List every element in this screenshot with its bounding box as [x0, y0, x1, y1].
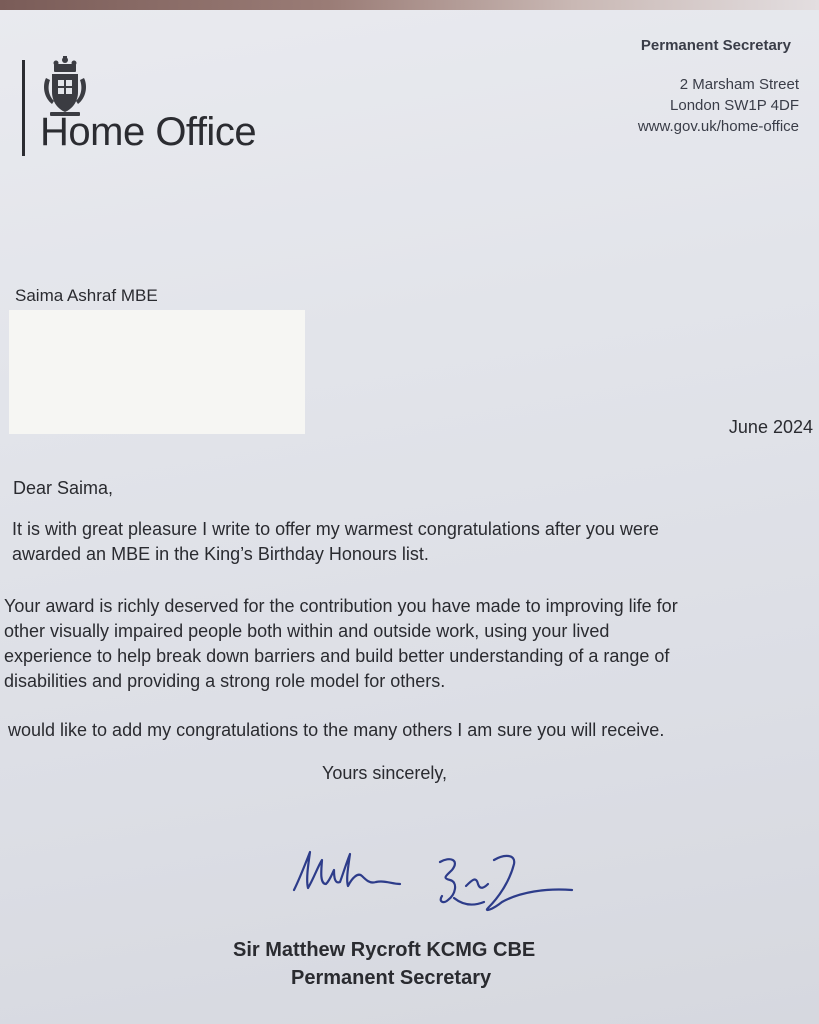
paragraph-line: It is with great pleasure I write to offer my warmest congratulations after you were	[12, 519, 659, 539]
paragraph-line: Your award is richly deserved for the contribution you have made to improving life for	[4, 596, 678, 616]
sender-role: Permanent Secretary	[640, 37, 791, 54]
paragraph-3	[8, 718, 819, 743]
address-line-website: www.gov.uk/home-office	[637, 118, 799, 135]
signer-title: Permanent Secretary	[291, 967, 492, 989]
paragraph-line: other visually impaired people both within and outside work, using your lived	[4, 621, 610, 641]
closing: Yours sincerely,	[322, 763, 448, 783]
photo-edge	[0, 0, 819, 10]
paragraph-line: disabilities and providing a strong role model for others.	[4, 671, 446, 691]
address-line-city: London SW1P 4DF	[670, 97, 799, 114]
salutation: Dear Saima,	[13, 478, 114, 498]
signer-name: Sir Matthew Rycroft KCMG CBE	[233, 939, 536, 961]
handwritten-signature	[288, 840, 578, 920]
organisation-name: Home Office	[40, 110, 257, 154]
paragraph-1	[12, 517, 819, 567]
logo-rule	[22, 60, 25, 156]
address-line-street: 2 Marsham Street	[679, 76, 799, 93]
paragraph-line: awarded an MBE in the King’s Birthday Honours list.	[12, 544, 429, 564]
redacted-address	[9, 310, 305, 434]
recipient-name: Saima Ashraf MBE	[15, 286, 158, 305]
letter-date: June 2024	[728, 417, 813, 437]
paragraph-line: experience to help break down barriers and build better understanding of a range of	[4, 646, 670, 666]
paragraph-2	[4, 594, 816, 694]
paragraph-line: would like to add my congratulations to the many others I am sure you will receive.	[8, 720, 665, 740]
